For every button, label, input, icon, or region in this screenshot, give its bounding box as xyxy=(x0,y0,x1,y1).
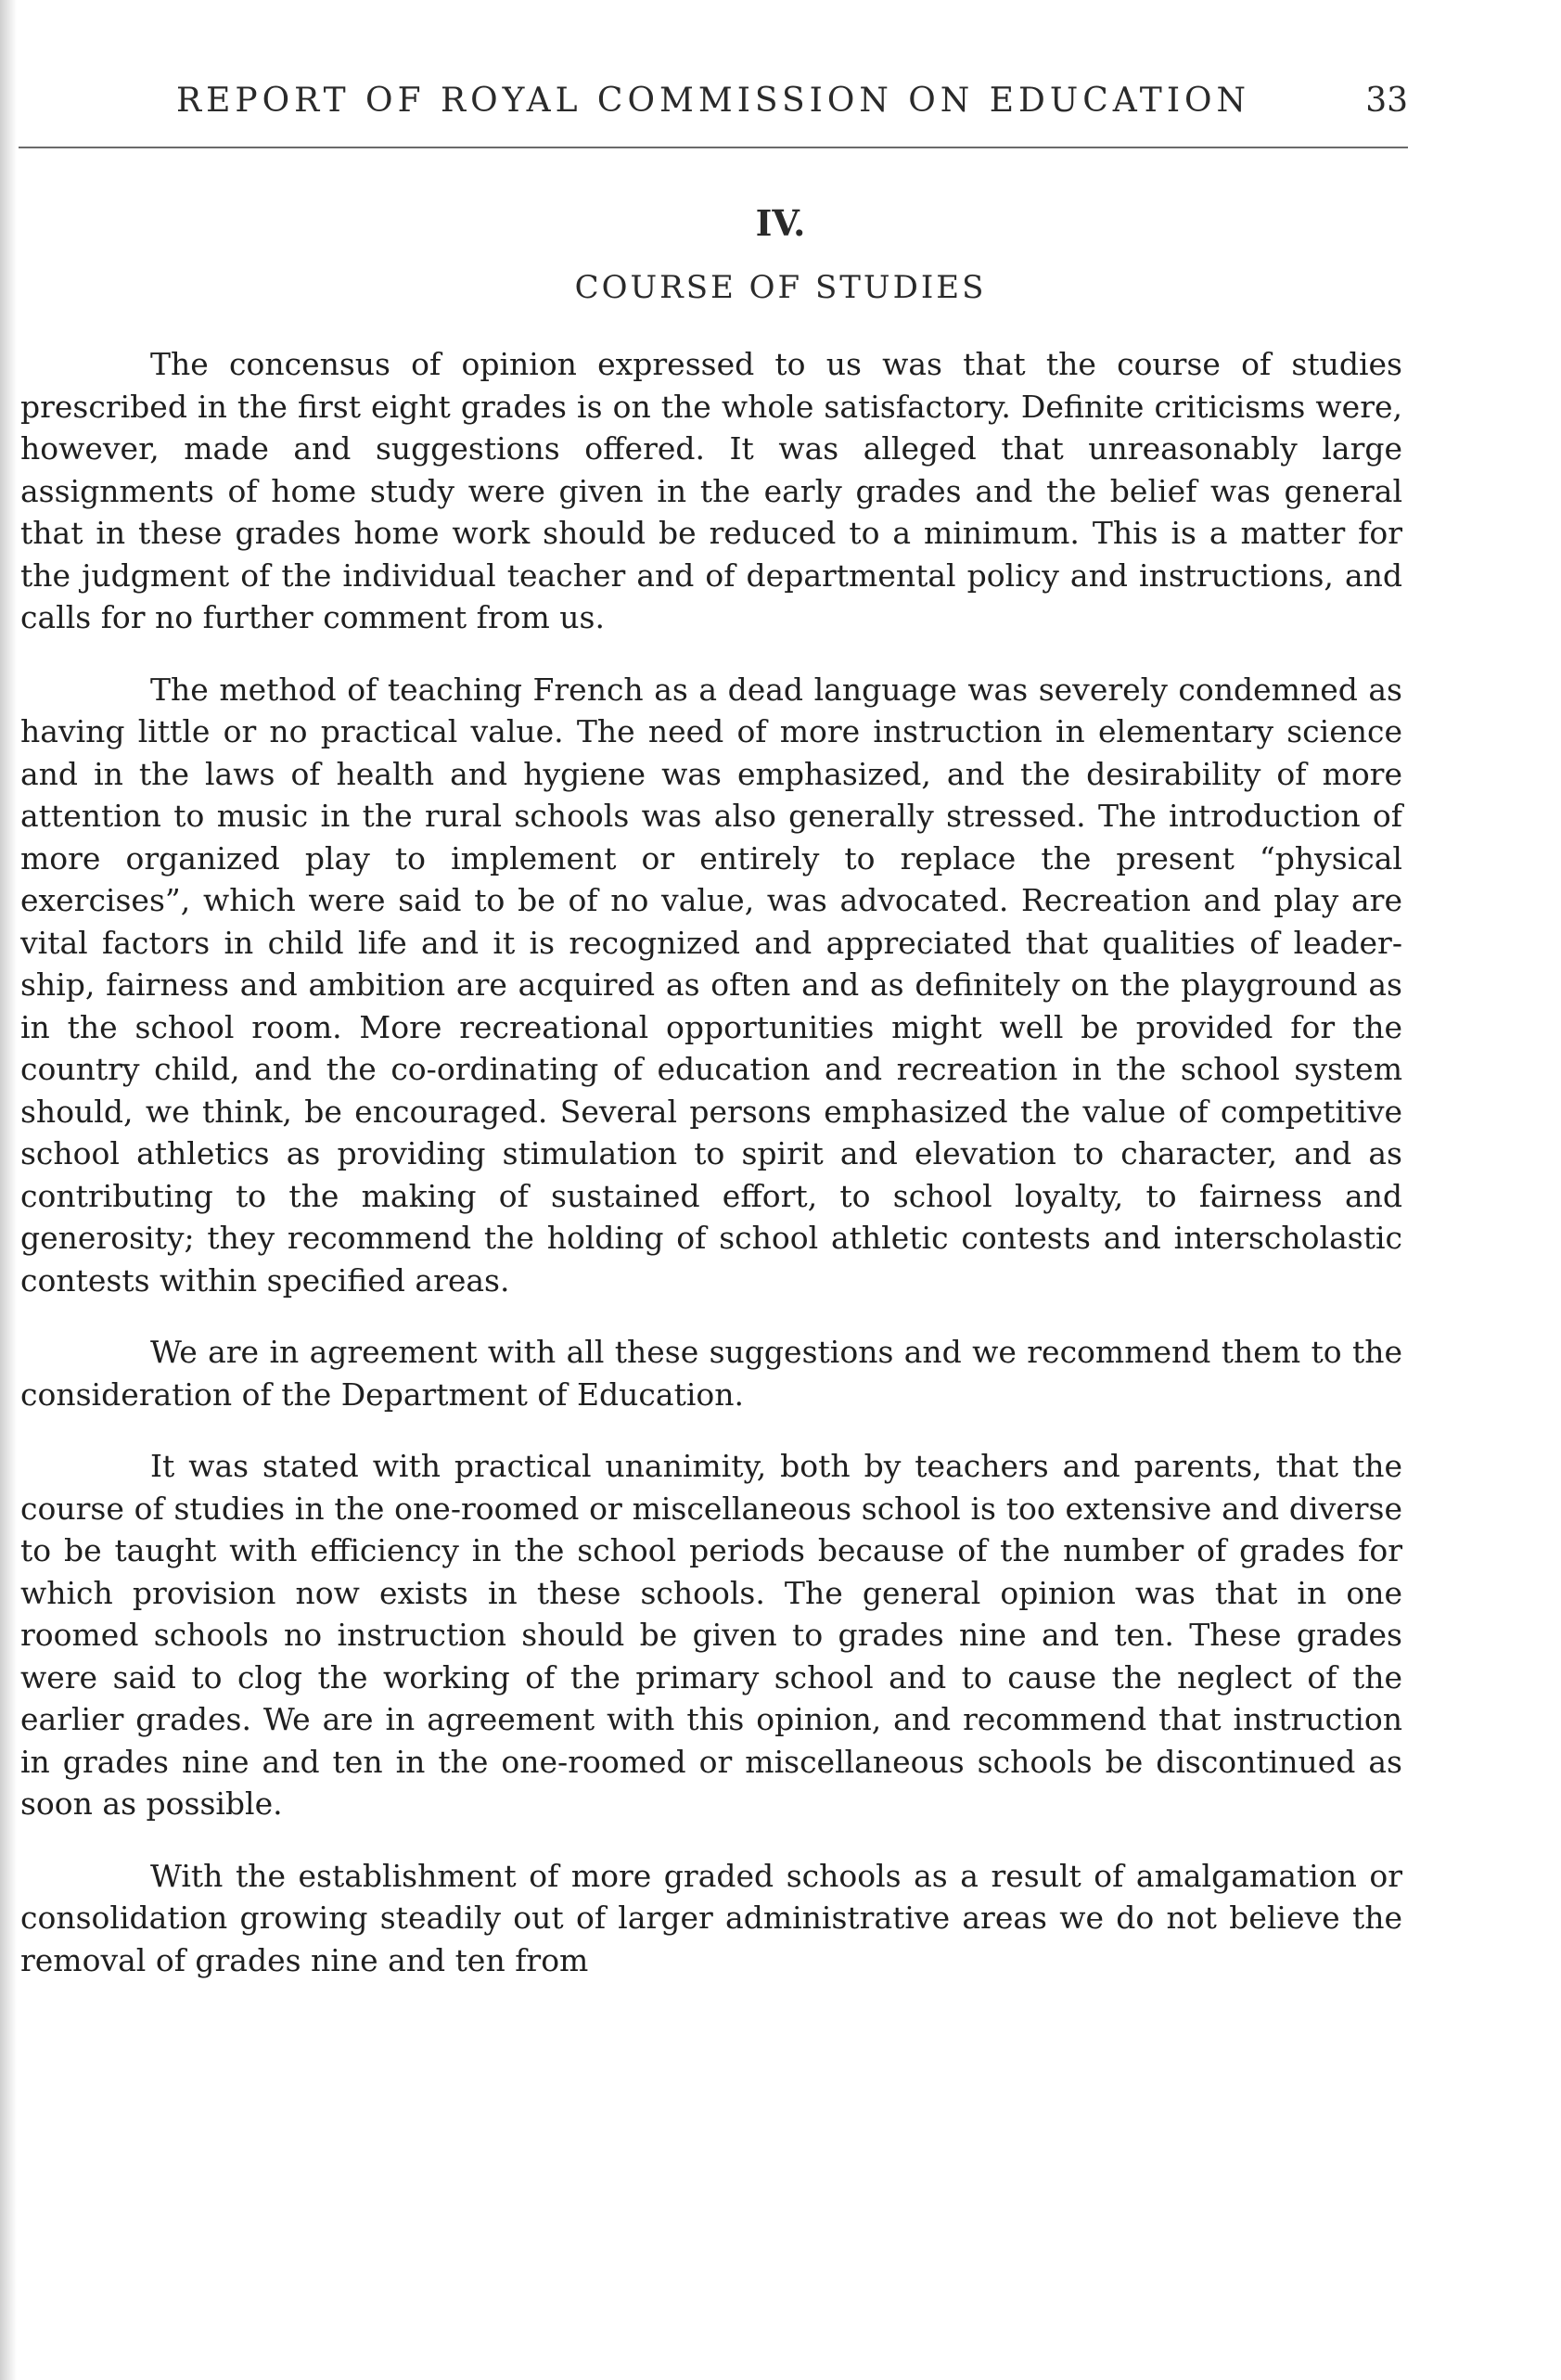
paragraph: The concensus of opinion expressed to us was that the course of studies prescribed in the first eight grades is on the whole satisfactory. Definite criticisms were, however, made and suggestions offered. It was alleged that unreasonably large assignments of home study were given in the early grades and the belief was general that in these grades home work should be reduced to a minimum. This is a matter for the judgment of the individual teacher and of departmental policy and instructions, and calls for no further comment from us. xyxy=(20,346,1402,635)
paragraph: We are in agreement with all these suggestions and we recommend them to the consideration of the Department of Education. xyxy=(20,1334,1402,1413)
section-number: IV. xyxy=(755,202,806,244)
page-number: 33 xyxy=(1365,82,1408,120)
paragraph: With the establishment of more graded schools as a result of amalgamation or consolidation growing steadily out of larger administrative areas we do not believe the removal of grades nine and ten from xyxy=(20,1857,1402,1978)
paragraph: It was stated with practical unanimity, both by teachers and parents, that the course of studies in the one-roomed or miscellaneous school is too extensive and diverse to be taught with efficiency in the school periods because of the number of grades for which provision now exists in these schools. The general opinion was that in one roomed schools no instruction should be given to grades nine and ten. These grades were said to clog the working of the primary school and to cause the neglect of the earlier grades. We are in agreement with this opinion, and recommend that instruction in grades nine and ten in the one-roomed or miscellaneous schools be discontinued as soon as possible. xyxy=(20,1448,1402,1822)
page-edge-shadow xyxy=(0,0,17,2380)
body-text xyxy=(20,343,1402,1981)
header-rule xyxy=(19,147,1408,148)
running-title: REPORT OF ROYAL COMMISSION ON EDUCATION xyxy=(176,82,1251,120)
running-header xyxy=(17,82,1408,147)
paragraph: The method of teaching French as a dead language was severely condemned as having little or no practical value. The need of more instruction in elementary science and in the laws of health and hygiene was emphasized, and the desirability of more attention to music in the rural schools was also generally stressed. The introduction of more organized play to implement or entirely to replace the present “physical exercises”, which were said to be of no value, was advocated. Recreation and play are vital factors in child life and it is recognized and appreciated that qualities of leadership, fairness and ambition are acquired as often and as definitely on the playground as in the school room. More recreational opportunities might well be provided for the country child, and the co-ordinating of education and recreation in the school system should, we think, be encouraged. Several persons emphasized the value of competitive school athletics as providing stimulation to spirit and elevation to character, and as contributing to the making of sustained effort, to school loyalty, to fairness and generosity; they recommend the holding of school athletic contests and interscholastic contests within specified areas. xyxy=(20,671,1402,1299)
section-title: COURSE OF STUDIES xyxy=(574,269,987,306)
